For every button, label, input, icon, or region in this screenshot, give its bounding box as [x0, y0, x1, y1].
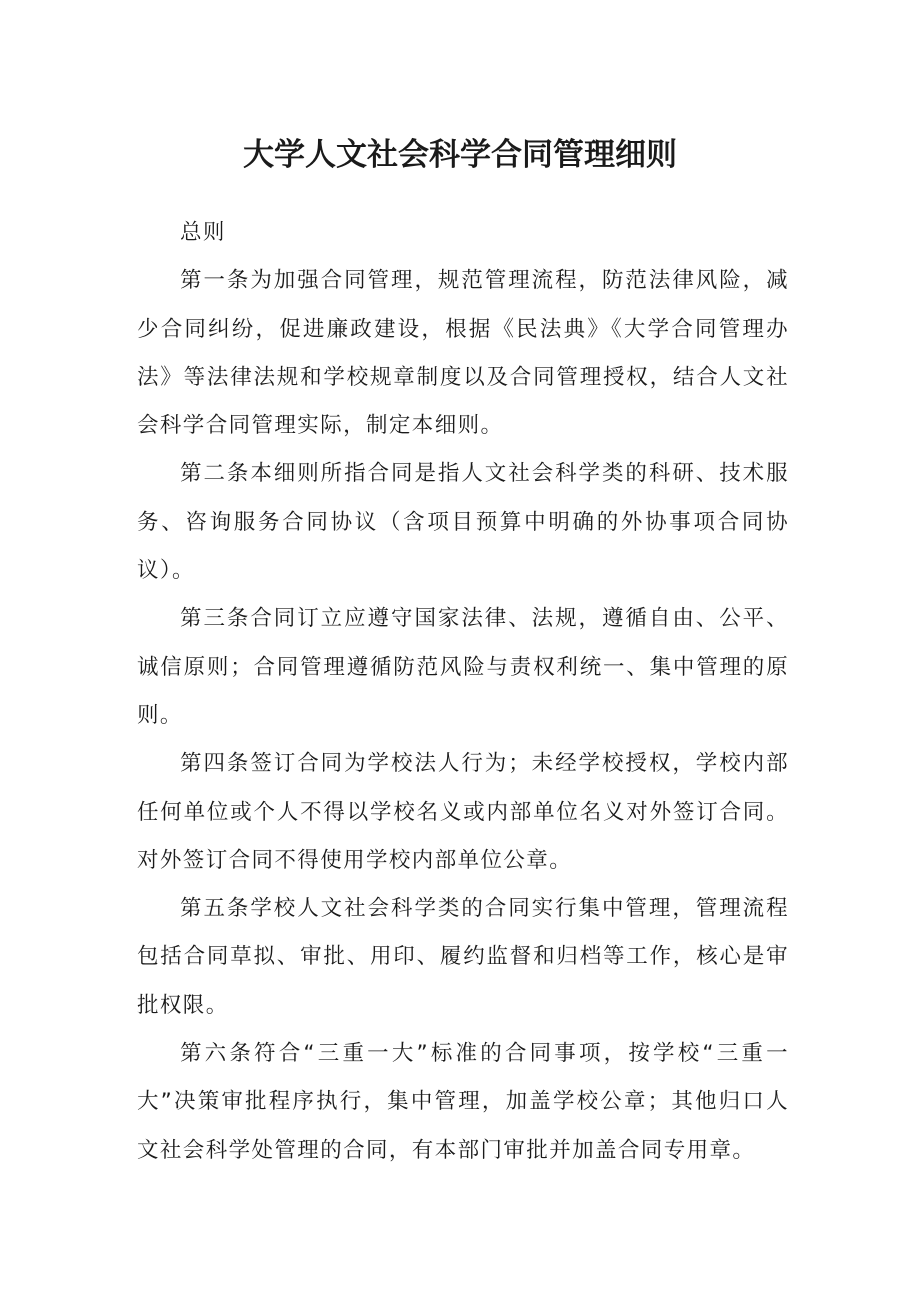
article-2-paragraph: 第二条本细则所指合同是指人文社会科学类的科研、技术服务、咨询服务合同协议（含项目预算中明确的外协事项合同协议）。	[137, 461, 789, 584]
article-3-paragraph: 第三条合同订立应遵守国家法律、法规，遵循自由、公平、诚信原则；合同管理遵循防范风险与责权利统一、集中管理的原则。	[137, 606, 789, 728]
article-6-paragraph: 第六条符合“三重一大”标准的合同事项，按学校“三重一大”决策审批程序执行，集中管理，加盖学校公章；其他归口人文社会科学处管理的合同，有本部门审批并加盖合同专用章。	[137, 1041, 789, 1163]
article-4-paragraph: 第四条签订合同为学校法人行为；未经学校授权，学校内部任何单位或个人不得以学校名义或内部单位名义对外签订合同。对外签订合同不得使用学校内部单位公章。	[137, 751, 789, 873]
section-heading: 总则	[180, 220, 226, 245]
article-1-paragraph: 第一条为加强合同管理，规范管理流程，防范法律风险，减少合同纠纷，促进廉政建设，根据《民法典》《大学合同管理办法》等法律法规和学校规章制度以及合同管理授权，结合人文社会科学合同管理实际，制定本细则。	[137, 268, 789, 439]
document-body	[137, 209, 789, 1175]
document-title: 大学人文社会科学合同管理细则	[243, 137, 677, 173]
article-5-paragraph: 第五条学校人文社会科学类的合同实行集中管理，管理流程包括合同草拟、审批、用印、履约监督和归档等工作，核心是审批权限。	[137, 896, 789, 1018]
